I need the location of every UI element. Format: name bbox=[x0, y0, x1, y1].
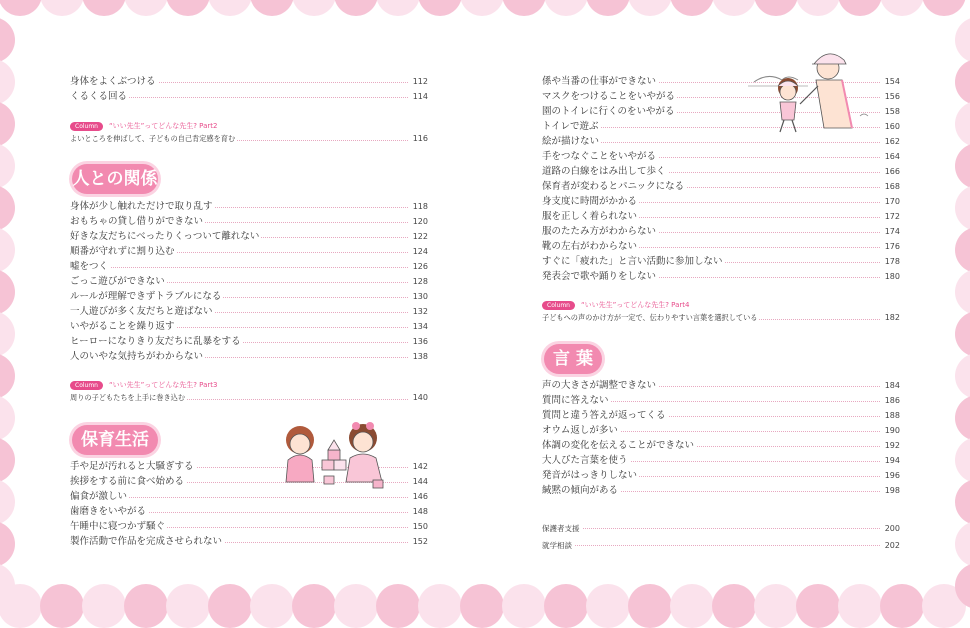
entry-title: ヒーローになりきり友だちに乱暴をする bbox=[70, 336, 241, 347]
toc-entry bbox=[542, 378, 900, 393]
page-number: 200 bbox=[881, 520, 900, 537]
scallop-circle bbox=[376, 584, 420, 628]
scallop-circle bbox=[955, 59, 970, 105]
scallop-circle bbox=[955, 101, 970, 147]
page-number: 156 bbox=[881, 89, 900, 104]
entry-list bbox=[70, 74, 428, 104]
scallop-circle bbox=[418, 0, 462, 16]
dotted-leader bbox=[542, 545, 900, 546]
toc-entry bbox=[542, 164, 900, 179]
entry-title: 発表会で歌や踊りをしない bbox=[542, 271, 657, 282]
page-number: 154 bbox=[881, 74, 900, 89]
toc-entry bbox=[70, 274, 428, 289]
toc-entry bbox=[542, 224, 900, 239]
scallop-circle bbox=[955, 143, 970, 189]
scallop-circle bbox=[250, 584, 294, 628]
page-number: 178 bbox=[881, 254, 900, 269]
scallop-circle bbox=[334, 584, 378, 628]
page-number: 186 bbox=[881, 393, 900, 408]
page-number: 128 bbox=[409, 274, 428, 289]
entry-title: 園のトイレに行くのをいやがる bbox=[542, 106, 675, 117]
scallop-circle bbox=[208, 0, 252, 16]
scallop-circle bbox=[124, 0, 168, 16]
toc-entry bbox=[542, 537, 900, 554]
page-number: 150 bbox=[409, 519, 428, 534]
scallop-circle bbox=[0, 437, 15, 483]
scallop-circle bbox=[334, 0, 378, 16]
page-number: 120 bbox=[409, 214, 428, 229]
scallop-circle bbox=[754, 584, 798, 628]
page-number: 172 bbox=[881, 209, 900, 224]
page-number: 194 bbox=[881, 453, 900, 468]
page-number: 192 bbox=[881, 438, 900, 453]
entry-title: 手をつなぐことをいやがる bbox=[542, 151, 657, 162]
scallop-circle bbox=[838, 0, 882, 16]
page-number: 196 bbox=[881, 468, 900, 483]
toc-entry bbox=[70, 89, 428, 104]
toc-entry bbox=[542, 269, 900, 284]
dotted-leader bbox=[70, 267, 428, 268]
scallop-circle bbox=[376, 0, 420, 16]
entry-title: 靴の左右がわからない bbox=[542, 241, 638, 252]
entry-title: 質問と違う答えが返ってくる bbox=[542, 410, 666, 421]
scallop-circle bbox=[712, 584, 756, 628]
page-number: 130 bbox=[409, 289, 428, 304]
page-number: 168 bbox=[881, 179, 900, 194]
entry-title: 製作活動で作品を完成させられない bbox=[70, 536, 223, 547]
entry-title: 道路の白線をはみ出して歩く bbox=[542, 166, 666, 177]
page-number: 142 bbox=[409, 459, 428, 474]
toc-entry bbox=[542, 453, 900, 468]
scallop-circle bbox=[838, 584, 882, 628]
scallop-circle bbox=[544, 0, 588, 16]
scallop-circle bbox=[0, 479, 15, 525]
entry-list bbox=[542, 520, 900, 554]
entry-title: 嘘をつく bbox=[70, 261, 109, 272]
page-number: 202 bbox=[881, 537, 900, 554]
entry-title: 体調の変化を伝えることができない bbox=[542, 440, 695, 451]
page-number: 132 bbox=[409, 304, 428, 319]
toc-entry bbox=[70, 259, 428, 274]
toc-entry bbox=[70, 504, 428, 519]
page-number: 170 bbox=[881, 194, 900, 209]
toc-entry bbox=[542, 468, 900, 483]
page-number: 180 bbox=[881, 269, 900, 284]
entry-title: おもちゃの貸し借りができない bbox=[70, 216, 204, 227]
scallop-circle bbox=[292, 584, 336, 628]
toc-entry bbox=[70, 199, 428, 214]
entry-title: すぐに「疲れた」と言い活動に参加しない bbox=[542, 256, 723, 267]
toc-entry bbox=[542, 149, 900, 164]
column-title: “いい先生”ってどんな先生? Part3 bbox=[108, 381, 218, 389]
scallop-circle bbox=[955, 437, 970, 483]
scallop-circle bbox=[124, 584, 168, 628]
scallop-circle bbox=[586, 584, 630, 628]
entry-title: 服のたたみ方がわからない bbox=[542, 226, 657, 237]
column-note-part4 bbox=[542, 296, 900, 324]
toc-entry bbox=[542, 239, 900, 254]
entry-title: 声の大きさが調整できない bbox=[542, 380, 657, 391]
entry-title: 人のいやな気持ちがわからない bbox=[70, 351, 204, 362]
column-title: “いい先生”ってどんな先生? Part2 bbox=[108, 122, 218, 130]
entry-title: くるくる回る bbox=[70, 91, 128, 102]
page-number: 184 bbox=[881, 378, 900, 393]
scallop-circle bbox=[0, 185, 15, 231]
scallop-circle bbox=[955, 311, 970, 357]
page-number: 140 bbox=[409, 391, 428, 404]
page-number: 188 bbox=[881, 408, 900, 423]
toc-entry bbox=[70, 534, 428, 549]
toc-entry bbox=[542, 134, 900, 149]
scallop-circle bbox=[418, 584, 462, 628]
scallop-circle bbox=[796, 0, 840, 16]
scallop-circle bbox=[40, 584, 84, 628]
toc-entry bbox=[70, 244, 428, 259]
page-number: 160 bbox=[881, 119, 900, 134]
scallop-circle bbox=[460, 0, 504, 16]
toc-entry bbox=[70, 319, 428, 334]
entry-title: 絵が描けない bbox=[542, 136, 600, 147]
page-number: 146 bbox=[409, 489, 428, 504]
entry-title: 身体をよくぶつける bbox=[70, 76, 156, 87]
entry-title: マスクをつけることをいやがる bbox=[542, 91, 676, 102]
column-tag: Column bbox=[70, 122, 103, 131]
scallop-circle bbox=[955, 395, 970, 441]
scallop-circle bbox=[712, 0, 756, 16]
scallop-circle bbox=[796, 584, 840, 628]
entry-title: 保護者支援 bbox=[542, 524, 580, 533]
entry-list bbox=[542, 378, 900, 498]
toc-entry bbox=[542, 438, 900, 453]
page-number: 144 bbox=[409, 474, 428, 489]
scallop-circle bbox=[166, 0, 210, 16]
entry-title: オウム返しが多い bbox=[542, 425, 618, 436]
page-number: 182 bbox=[881, 311, 900, 324]
toc-entry bbox=[70, 304, 428, 319]
entry-title: 順番が守れずに割り込む bbox=[70, 246, 175, 257]
scallop-circle bbox=[0, 59, 15, 105]
entry-title: 身支度に時間がかかる bbox=[542, 196, 638, 207]
page-number: 198 bbox=[881, 483, 900, 498]
scallop-circle bbox=[0, 227, 15, 273]
entry-title: 保育者が変わるとパニックになる bbox=[542, 181, 685, 192]
page-number: 164 bbox=[881, 149, 900, 164]
entry-title: ごっこ遊びができない bbox=[70, 276, 165, 287]
page-number: 152 bbox=[409, 534, 428, 549]
entry-title: 好きな友だちにべったりくっついて離れない bbox=[70, 231, 260, 242]
page-number: 116 bbox=[409, 132, 428, 145]
entry-title: いやがることを繰り返す bbox=[70, 321, 175, 332]
column-title: “いい先生”ってどんな先生? Part4 bbox=[580, 301, 690, 309]
toc-entry bbox=[70, 519, 428, 534]
left-column bbox=[70, 74, 428, 547]
column-note-part2 bbox=[70, 117, 428, 145]
scallop-circle bbox=[0, 17, 15, 63]
entry-title: トイレで遊ぶ bbox=[542, 121, 599, 132]
page-number: 174 bbox=[881, 224, 900, 239]
page-number: 158 bbox=[881, 104, 900, 119]
scallop-circle bbox=[0, 269, 15, 315]
toc-entry bbox=[70, 74, 428, 89]
toc-entry bbox=[70, 349, 428, 364]
toc-entry bbox=[70, 334, 428, 349]
entry-title: 歯磨きをいやがる bbox=[70, 506, 147, 517]
page-number: 148 bbox=[409, 504, 428, 519]
scallop-circle bbox=[880, 0, 924, 16]
page-number: 114 bbox=[409, 89, 428, 104]
scallop-circle bbox=[955, 17, 970, 63]
scallop-circle bbox=[670, 584, 714, 628]
column-text: 子どもへの声のかけ方が一定で、伝わりやすい言葉を選択している bbox=[542, 313, 758, 322]
scallop-circle bbox=[754, 0, 798, 16]
page-number: 136 bbox=[409, 334, 428, 349]
scallop-circle bbox=[955, 479, 970, 525]
scallop-circle bbox=[0, 101, 15, 147]
page-number: 126 bbox=[409, 259, 428, 274]
toc-entry bbox=[542, 393, 900, 408]
entry-title: 就学相談 bbox=[542, 541, 572, 550]
scallop-circle bbox=[955, 521, 970, 567]
scallop-circle bbox=[670, 0, 714, 16]
section-heading-language: 言 葉 bbox=[544, 344, 602, 374]
column-text: 周りの子どもたちを上手に巻き込む bbox=[70, 393, 186, 402]
toc-entry bbox=[542, 209, 900, 224]
entry-title: 偏食が激しい bbox=[70, 491, 128, 502]
scallop-circle bbox=[292, 0, 336, 16]
dotted-leader bbox=[542, 528, 900, 529]
scallop-circle bbox=[544, 584, 588, 628]
scallop-circle bbox=[250, 0, 294, 16]
page-number: 162 bbox=[881, 134, 900, 149]
toc-entry bbox=[70, 214, 428, 229]
scallop-circle bbox=[0, 353, 15, 399]
scallop-circle bbox=[955, 185, 970, 231]
scallop-circle bbox=[82, 584, 126, 628]
entry-title: 服を正しく着られない bbox=[542, 211, 638, 222]
toc-entry bbox=[542, 483, 900, 498]
page-number: 176 bbox=[881, 239, 900, 254]
page-number: 122 bbox=[409, 229, 428, 244]
page-number: 112 bbox=[409, 74, 428, 89]
toc-entry bbox=[542, 179, 900, 194]
toc-entry bbox=[542, 194, 900, 209]
toc-entry bbox=[542, 254, 900, 269]
page-number: 166 bbox=[881, 164, 900, 179]
scallop-circle bbox=[880, 584, 924, 628]
scallop-circle bbox=[40, 0, 84, 16]
scallop-circle bbox=[955, 227, 970, 273]
column-tag: Column bbox=[70, 381, 103, 390]
scallop-circle bbox=[0, 0, 42, 16]
scallop-circle bbox=[82, 0, 126, 16]
scallop-circle bbox=[955, 269, 970, 315]
scallop-circle bbox=[628, 0, 672, 16]
section-heading-relationships: 人との関係 bbox=[72, 164, 158, 194]
scallop-circle bbox=[0, 311, 15, 357]
entry-title: 係や当番の仕事ができない bbox=[542, 76, 657, 87]
toc-entry bbox=[70, 229, 428, 244]
scallop-circle bbox=[586, 0, 630, 16]
page-number: 134 bbox=[409, 319, 428, 334]
page-number: 138 bbox=[409, 349, 428, 364]
scallop-circle bbox=[628, 584, 672, 628]
scallop-circle bbox=[0, 521, 15, 567]
entry-title: 午睡中に寝つかず騒ぐ bbox=[70, 521, 166, 532]
column-text: よいところを伸ばして、子どもの自己肯定感を育む bbox=[70, 134, 236, 143]
page-number: 190 bbox=[881, 423, 900, 438]
entry-title: 一人遊びが多く友だちと遊ばない bbox=[70, 306, 213, 317]
page-number: 118 bbox=[409, 199, 428, 214]
toc-entry bbox=[542, 423, 900, 438]
entry-title: 挨拶をする前に食べ始める bbox=[70, 476, 185, 487]
entry-list bbox=[70, 199, 428, 364]
children-playing-blocks-illustration bbox=[278, 420, 398, 492]
scallop-circle bbox=[922, 0, 966, 16]
page-number: 124 bbox=[409, 244, 428, 259]
teacher-and-child-walking-illustration bbox=[748, 46, 878, 136]
entry-title: 大人びた言葉を使う bbox=[542, 455, 628, 466]
entry-title: 質問に答えない bbox=[542, 395, 609, 406]
entry-title: 身体が少し触れただけで取り乱す bbox=[70, 201, 213, 212]
scallop-circle bbox=[955, 353, 970, 399]
toc-entry bbox=[542, 408, 900, 423]
scallop-circle bbox=[502, 584, 546, 628]
column-tag: Column bbox=[542, 301, 575, 310]
entry-title: 緘黙の傾向がある bbox=[542, 485, 619, 496]
scallop-circle bbox=[502, 0, 546, 16]
entry-title: ルールが理解できずトラブルになる bbox=[70, 291, 222, 302]
entry-title: 発音がはっきりしない bbox=[542, 470, 638, 481]
column-note-part3 bbox=[70, 376, 428, 404]
toc-entry bbox=[70, 289, 428, 304]
entry-title: 手や足が汚れると大騒ぎする bbox=[70, 461, 194, 472]
scallop-circle bbox=[0, 395, 15, 441]
scallop-circle bbox=[208, 584, 252, 628]
scallop-circle bbox=[166, 584, 210, 628]
section-heading-daily-life: 保育生活 bbox=[72, 425, 158, 455]
scallop-circle bbox=[0, 143, 15, 189]
toc-entry bbox=[542, 520, 900, 537]
scallop-circle bbox=[460, 584, 504, 628]
